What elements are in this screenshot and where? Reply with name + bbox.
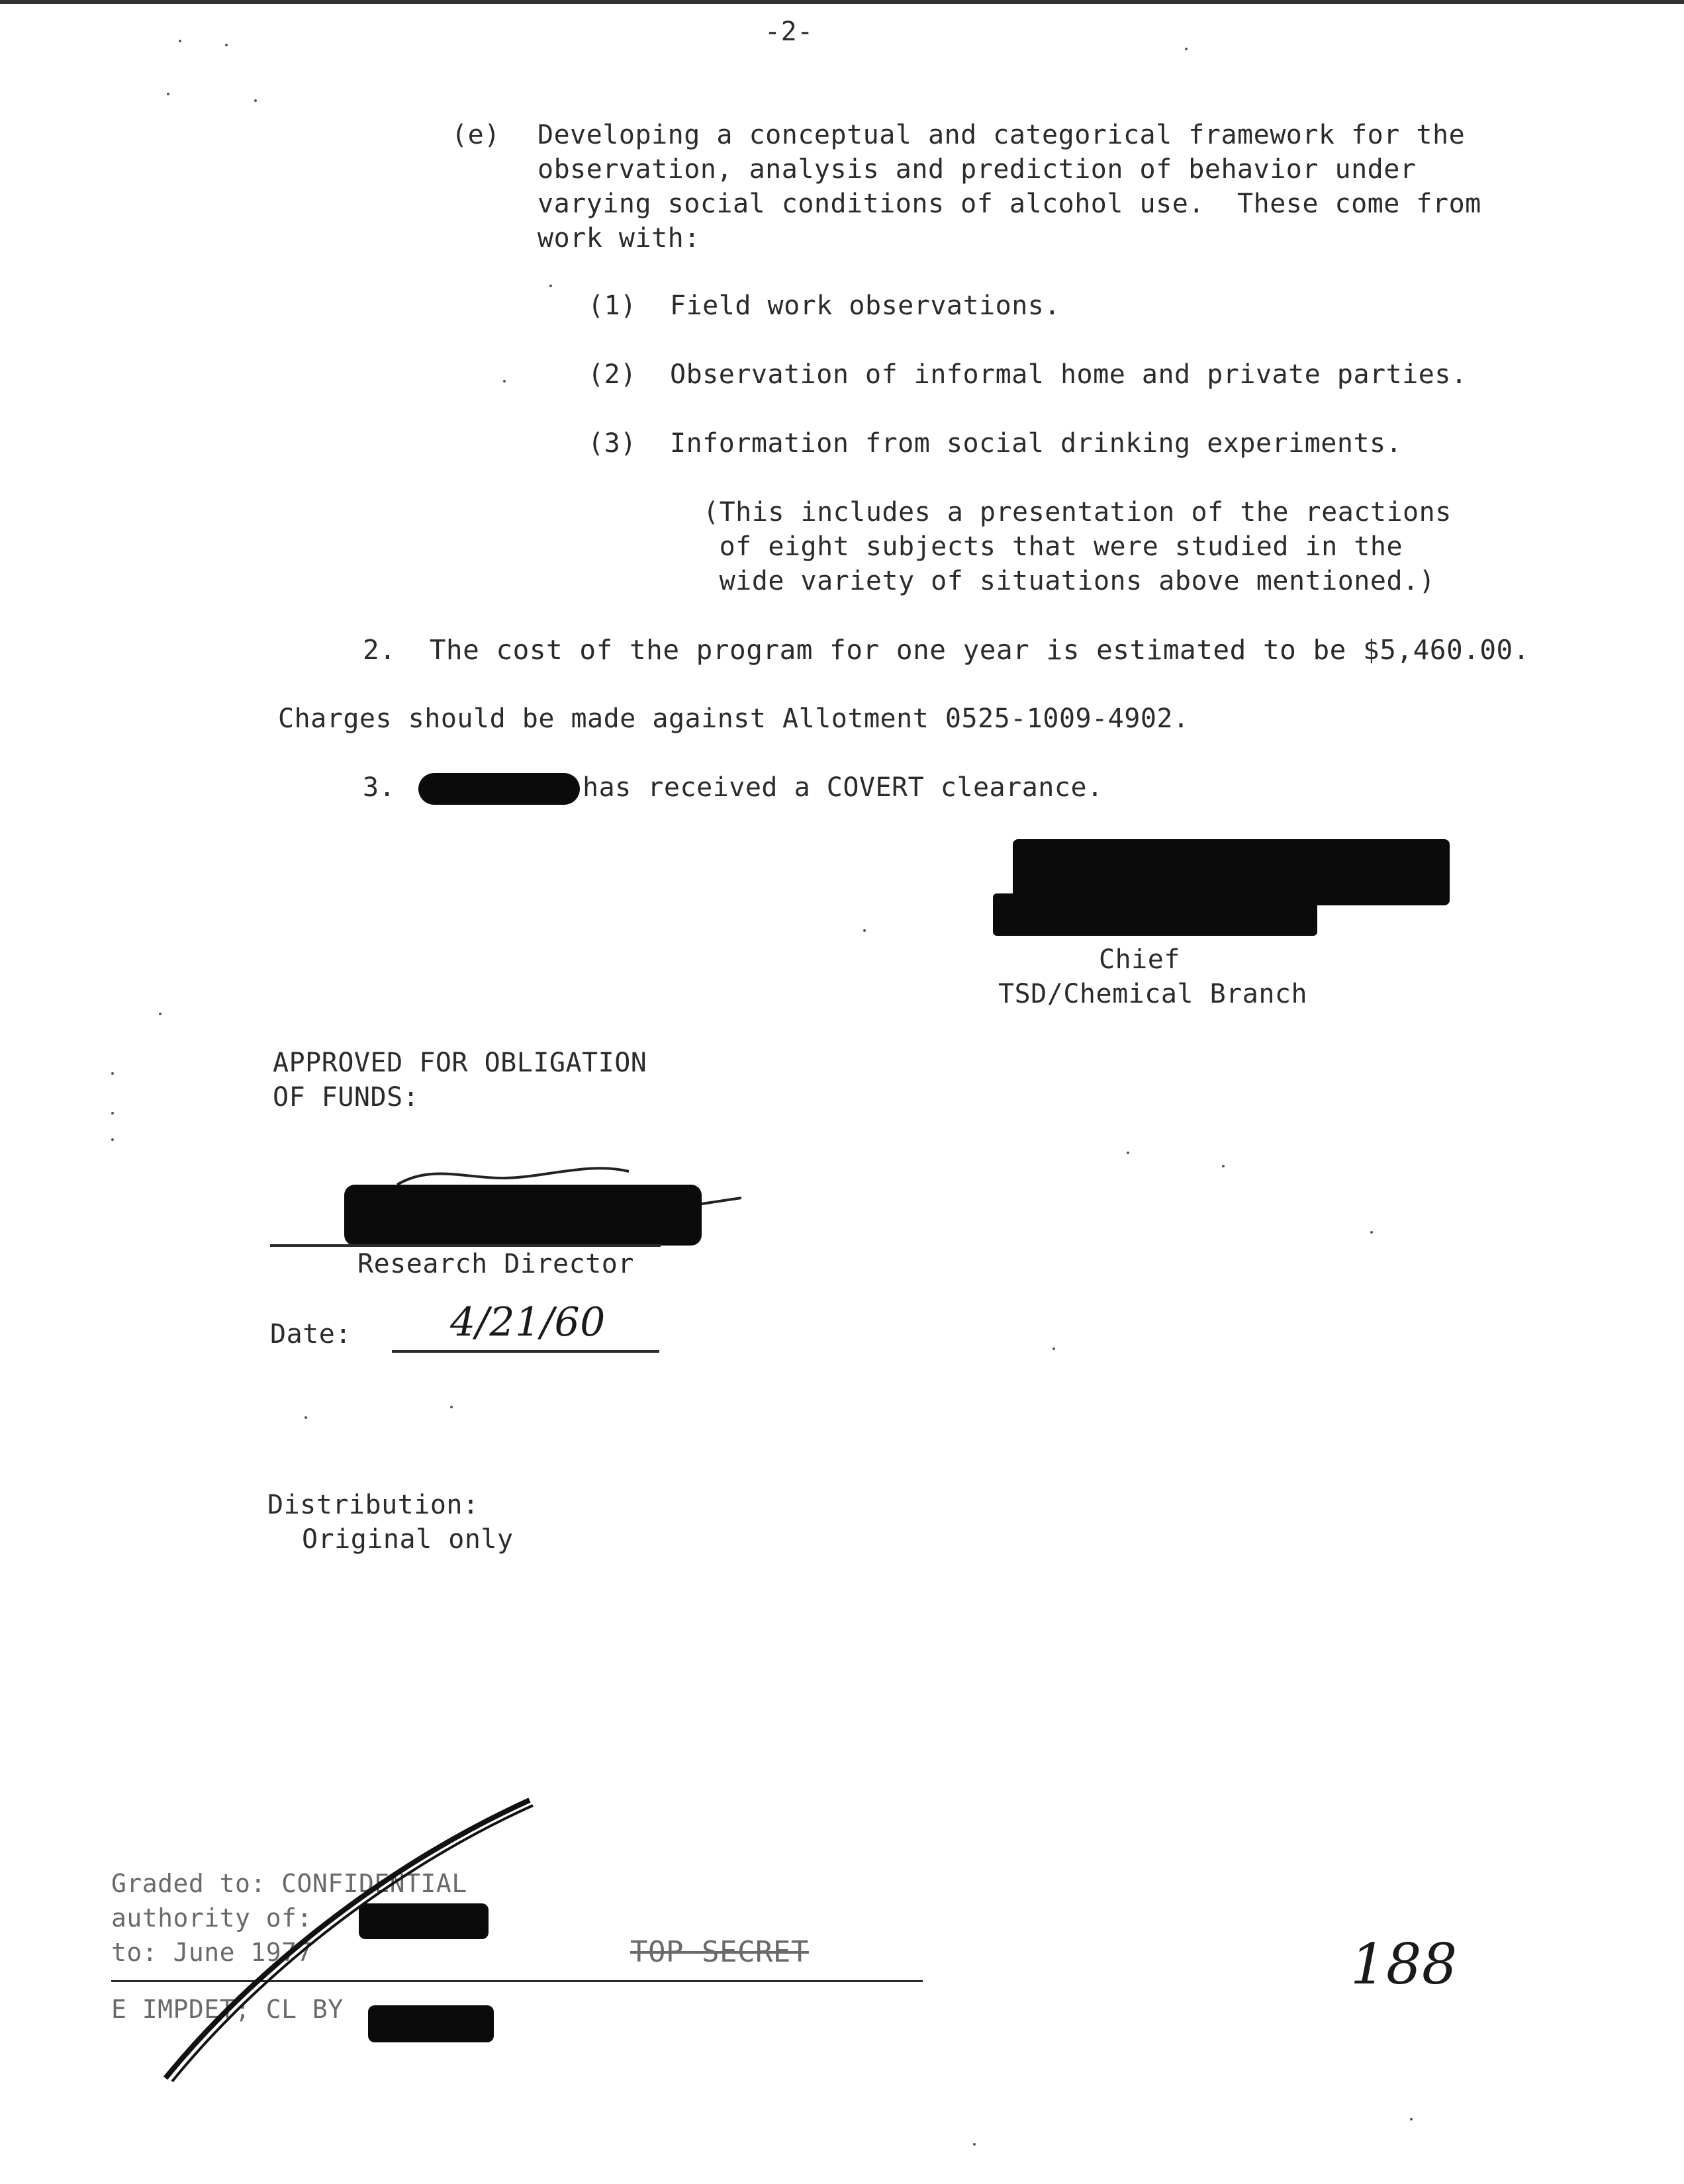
item-e-label: (e) xyxy=(451,120,500,150)
scan-speck xyxy=(225,44,228,46)
signature-title: Chief xyxy=(1099,944,1180,975)
approval-heading-2: OF FUNDS: xyxy=(273,1082,420,1113)
footer-line-3: to: June 1977 xyxy=(111,1938,312,1967)
scan-speck xyxy=(1222,1165,1225,1167)
scan-speck xyxy=(111,1138,114,1141)
handwritten-page-number: 188 xyxy=(1350,1932,1458,1997)
footer-strikethrough xyxy=(152,1787,549,2091)
sub-item-2-label: (2) xyxy=(588,359,637,390)
approval-heading-1: APPROVED FOR OBLIGATION xyxy=(273,1048,647,1078)
scan-speck xyxy=(1370,1231,1373,1234)
note-line-3: wide variety of situations above mentioned.) xyxy=(703,566,1436,596)
sub-item-1-label: (1) xyxy=(588,291,637,321)
date-line xyxy=(392,1350,659,1353)
scan-speck xyxy=(1185,48,1188,50)
scan-speck xyxy=(549,285,552,287)
scan-speck xyxy=(254,99,257,102)
note-line-1: (This includes a presentation of the reactions xyxy=(703,497,1452,527)
item-e-line-2: observation, analysis and prediction of behavior under xyxy=(538,154,1417,185)
scan-speck xyxy=(450,1406,453,1408)
paragraph-3-text: has received a COVERT clearance. xyxy=(583,772,1103,803)
item-e-line-3: varying social conditions of alcohol use. These come from xyxy=(538,189,1481,219)
scan-speck xyxy=(167,93,169,95)
top-border xyxy=(0,0,1684,4)
distribution-value: Original only xyxy=(302,1524,514,1555)
item-e-line-1: Developing a conceptual and categorical framework for the xyxy=(538,120,1466,150)
scan-speck xyxy=(111,1072,114,1075)
redaction-name xyxy=(418,773,580,805)
paragraph-2: 2. The cost of the program for one year is estimated to be $5,460.00. xyxy=(363,634,1530,666)
scan-speck xyxy=(179,40,181,42)
sub-item-1-text: Field work observations. xyxy=(670,291,1060,321)
scan-speck xyxy=(503,380,506,383)
scan-speck xyxy=(1127,1152,1129,1154)
scan-speck xyxy=(863,929,866,932)
scan-speck xyxy=(973,2143,976,2146)
footer-line-4: E IMPDET; CL BY xyxy=(111,1995,344,2024)
date-value-handwritten: 4/21/60 xyxy=(450,1299,606,1345)
signature-branch: TSD/Chemical Branch xyxy=(998,979,1308,1009)
scan-speck xyxy=(304,1416,307,1419)
item-e-line-4: work with: xyxy=(538,223,700,253)
date-label: Date: xyxy=(270,1319,351,1349)
paragraph-3-number: 3. xyxy=(363,772,396,803)
scan-speck xyxy=(111,1112,114,1115)
sub-item-3-text: Information from social drinking experiments. xyxy=(670,428,1403,459)
distribution-label: Distribution: xyxy=(267,1490,479,1520)
charges-line: Charges should be made against Allotment 0525-1009-4902. xyxy=(278,704,1190,734)
sub-item-2-text: Observation of informal home and private parties. xyxy=(670,359,1468,390)
scan-speck xyxy=(1052,1347,1055,1350)
scan-speck xyxy=(159,1013,162,1015)
page-number: -2- xyxy=(765,17,814,47)
footer-line-1: Graded to: CONFIDENTIAL xyxy=(111,1869,467,1898)
research-director-title: Research Director xyxy=(357,1249,634,1279)
redaction-research-director-signature xyxy=(344,1185,702,1246)
classification-stamp: TOP SECRET xyxy=(630,1935,809,1969)
sub-item-3-label: (3) xyxy=(588,428,637,459)
footer-line-2: authority of: xyxy=(111,1903,312,1933)
redaction-signature-chief-lower xyxy=(993,893,1317,936)
scan-speck xyxy=(1410,2118,1413,2120)
note-line-2: of eight subjects that were studied in the xyxy=(703,531,1403,562)
